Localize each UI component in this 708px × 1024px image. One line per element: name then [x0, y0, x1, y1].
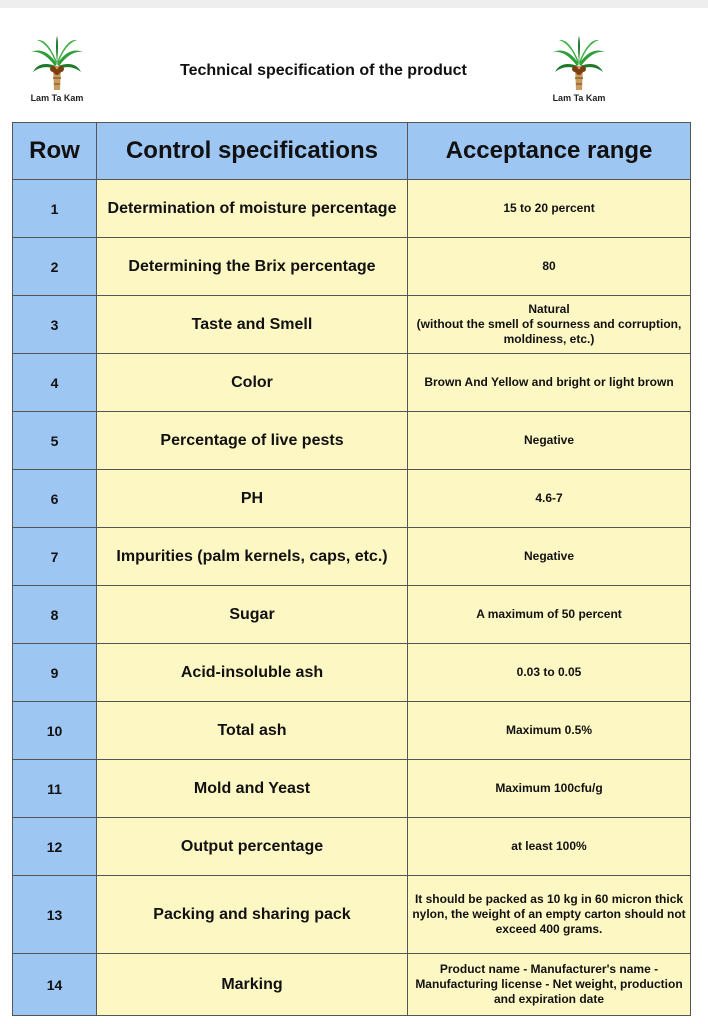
row-number: 9	[13, 644, 97, 702]
table-row	[13, 296, 691, 354]
table-row	[13, 354, 691, 412]
acceptance-range: 4.6-7	[408, 470, 691, 528]
table-row	[13, 954, 691, 1016]
row-number: 12	[13, 818, 97, 876]
acceptance-range: It should be packed as 10 kg in 60 micron thick nylon, the weight of an empty carton should not exceed 400 grams.	[408, 876, 691, 954]
acceptance-range: Natural (without the smell of sourness and corruption, moldiness, etc.)	[408, 296, 691, 354]
acceptance-range: Negative	[408, 412, 691, 470]
specification-name: Taste and Smell	[97, 296, 408, 354]
row-number: 11	[13, 760, 97, 818]
specification-name: Total ash	[97, 702, 408, 760]
row-number: 13	[13, 876, 97, 954]
specification-name: Sugar	[97, 586, 408, 644]
specification-name: Determining the Brix percentage	[97, 238, 408, 296]
table-row	[13, 876, 691, 954]
table-row	[13, 238, 691, 296]
acceptance-range: Maximum 0.5%	[408, 702, 691, 760]
row-number: 8	[13, 586, 97, 644]
specification-name: Output percentage	[97, 818, 408, 876]
table-row	[13, 702, 691, 760]
acceptance-range: 80	[408, 238, 691, 296]
acceptance-range: Product name - Manufacturer's name - Manufacturing license - Net weight, production and expiration date	[408, 954, 691, 1016]
acceptance-range: A maximum of 50 percent	[408, 586, 691, 644]
row-number: 6	[13, 470, 97, 528]
row-number: 14	[13, 954, 97, 1016]
column-header-control-specifications: Control specifications	[97, 123, 408, 180]
specification-name: Acid-insoluble ash	[97, 644, 408, 702]
page-title: Technical specification of the product	[180, 62, 467, 79]
column-header-row: Row	[13, 123, 97, 180]
specification-name: Marking	[97, 954, 408, 1016]
top-bar	[0, 0, 708, 8]
table-row	[13, 470, 691, 528]
table-row	[13, 528, 691, 586]
table-row	[13, 760, 691, 818]
palm-tree-icon	[549, 36, 609, 92]
row-number: 4	[13, 354, 97, 412]
acceptance-range: Negative	[408, 528, 691, 586]
table-row	[13, 412, 691, 470]
specification-name: Determination of moisture percentage	[97, 180, 408, 238]
row-number: 1	[13, 180, 97, 238]
logo-right	[534, 36, 624, 103]
table-row	[13, 586, 691, 644]
table-row	[13, 818, 691, 876]
row-number: 7	[13, 528, 97, 586]
brand-label-left: Lam Ta Kam	[30, 93, 84, 103]
row-number: 2	[13, 238, 97, 296]
acceptance-range: at least 100%	[408, 818, 691, 876]
row-number: 10	[13, 702, 97, 760]
row-number: 5	[13, 412, 97, 470]
table-row	[13, 180, 691, 238]
acceptance-range: 15 to 20 percent	[408, 180, 691, 238]
acceptance-range: Brown And Yellow and bright or light brown	[408, 354, 691, 412]
specification-name: Color	[97, 354, 408, 412]
acceptance-range: Maximum 100cfu/g	[408, 760, 691, 818]
palm-tree-icon	[27, 36, 87, 92]
specification-table	[12, 122, 691, 1016]
specification-name: Mold and Yeast	[97, 760, 408, 818]
column-header-acceptance-range: Acceptance range	[408, 123, 691, 180]
acceptance-range: 0.03 to 0.05	[408, 644, 691, 702]
logo-left	[12, 36, 102, 103]
row-number: 3	[13, 296, 97, 354]
table-row	[13, 644, 691, 702]
brand-label-right: Lam Ta Kam	[552, 93, 606, 103]
specification-name: Packing and sharing pack	[97, 876, 408, 954]
specification-name: PH	[97, 470, 408, 528]
specification-name: Impurities (palm kernels, caps, etc.)	[97, 528, 408, 586]
specification-name: Percentage of live pests	[97, 412, 408, 470]
